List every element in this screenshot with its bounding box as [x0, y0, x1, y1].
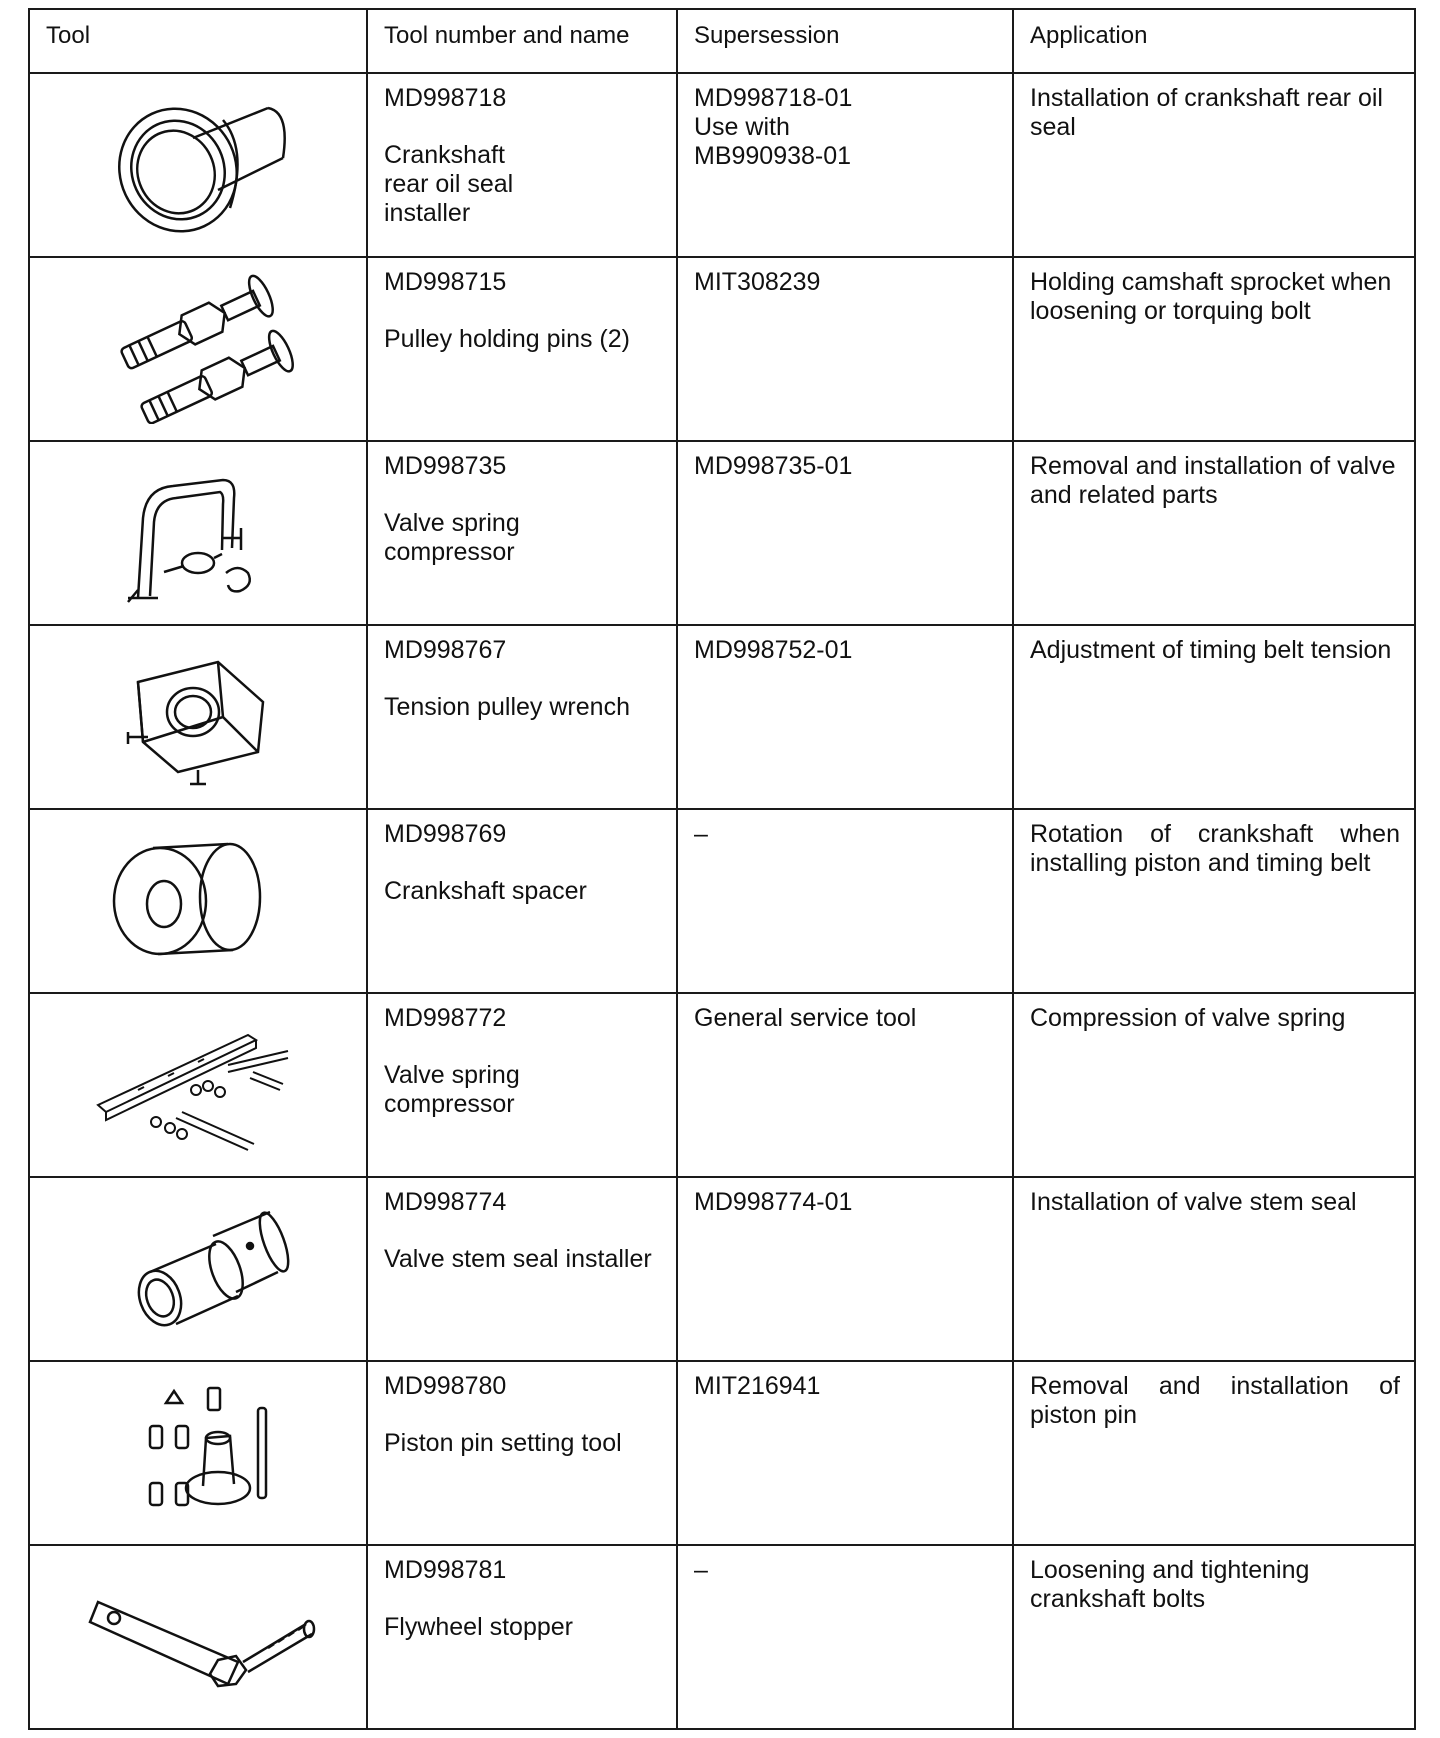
supersession-cell	[677, 1361, 1013, 1545]
tool-illustration-cell	[29, 625, 367, 809]
tool-illustration-cell	[29, 441, 367, 625]
application-text: Installation of valve stem seal	[1030, 1188, 1357, 1216]
supersession-cell	[677, 1545, 1013, 1729]
application-cell	[1013, 625, 1415, 809]
flywheel-stopper-icon	[78, 1562, 318, 1712]
pulley-holding-pins-icon	[98, 274, 298, 424]
tool-name: Piston pin setting tool	[384, 1429, 622, 1457]
crankshaft-spacer-icon	[98, 826, 298, 976]
tool-name: Tension pulley wrench	[384, 693, 630, 721]
application-cell	[1013, 809, 1415, 993]
table-row	[29, 1361, 1415, 1545]
tool-illustration-cell	[29, 993, 367, 1177]
tension-pulley-wrench-icon	[98, 642, 298, 792]
tool-number: MD998769	[384, 820, 507, 848]
application-cell	[1013, 1177, 1415, 1361]
tool-number: MD998735	[384, 452, 507, 480]
tool-number-name-cell	[367, 441, 677, 625]
application-text: Removal and installation of piston pin	[1030, 1372, 1400, 1429]
table-row	[29, 1545, 1415, 1729]
special-tools-table	[28, 8, 1416, 1730]
tool-name: Valve stem seal installer	[384, 1245, 652, 1273]
supersession-cell	[677, 1177, 1013, 1361]
header-number-name: Tool number and name	[367, 9, 677, 73]
supersession-cell	[677, 73, 1013, 257]
tool-number-name-cell	[367, 809, 677, 993]
valve-spring-compressor-icon	[98, 458, 298, 608]
valve-spring-compressor-set-icon	[78, 1010, 318, 1160]
application-cell	[1013, 257, 1415, 441]
application-text: Loosening and tightening crankshaft bolts	[1030, 1556, 1310, 1613]
tool-number: MD998715	[384, 268, 507, 296]
supersession-value: MD998735-01	[694, 452, 853, 480]
table-row	[29, 993, 1415, 1177]
supersession-cell	[677, 257, 1013, 441]
supersession-value: MIT308239	[694, 268, 821, 296]
supersession-value: –	[694, 1556, 708, 1584]
application-cell	[1013, 441, 1415, 625]
piston-pin-setting-tool-icon	[98, 1378, 298, 1528]
tool-name: Valve spring compressor	[384, 1061, 520, 1118]
application-text: Adjustment of timing belt tension	[1030, 636, 1392, 664]
application-cell	[1013, 73, 1415, 257]
tool-number: MD998774	[384, 1188, 507, 1216]
tool-number-name-cell	[367, 1545, 677, 1729]
tool-illustration-cell	[29, 257, 367, 441]
table-row	[29, 73, 1415, 257]
tool-number-name-cell	[367, 1361, 677, 1545]
tool-name: Crankshaft spacer	[384, 877, 587, 905]
tool-number-name-cell	[367, 993, 677, 1177]
supersession-value: MD998774-01	[694, 1188, 853, 1216]
tool-illustration-cell	[29, 73, 367, 257]
tool-number: MD998772	[384, 1004, 507, 1032]
tool-name: Crankshaft rear oil seal installer	[384, 141, 514, 227]
supersession-value: General service tool	[694, 1004, 917, 1032]
tool-number: MD998780	[384, 1372, 507, 1400]
tool-illustration-cell	[29, 809, 367, 993]
application-cell	[1013, 993, 1415, 1177]
application-cell	[1013, 1361, 1415, 1545]
table-row	[29, 441, 1415, 625]
tool-illustration-cell	[29, 1177, 367, 1361]
tool-number-name-cell	[367, 625, 677, 809]
table-row	[29, 257, 1415, 441]
oil-seal-installer-icon	[98, 90, 298, 240]
supersession-cell	[677, 809, 1013, 993]
supersession-value: –	[694, 820, 708, 848]
table-row	[29, 809, 1415, 993]
supersession-value: MD998752-01	[694, 636, 853, 664]
tool-name: Flywheel stopper	[384, 1613, 573, 1641]
valve-stem-seal-installer-icon	[98, 1194, 298, 1344]
application-text: Rotation of crankshaft when installing piston and timing belt	[1030, 820, 1400, 877]
application-text: Holding camshaft sprocket when loosening or torquing bolt	[1030, 268, 1392, 325]
application-cell	[1013, 1545, 1415, 1729]
table-header-row	[29, 9, 1415, 73]
tool-number-name-cell	[367, 257, 677, 441]
table-row	[29, 625, 1415, 809]
tool-illustration-cell	[29, 1361, 367, 1545]
supersession-cell	[677, 441, 1013, 625]
application-text: Compression of valve spring	[1030, 1004, 1346, 1032]
header-supersession: Supersession	[677, 9, 1013, 73]
tool-number-name-cell	[367, 1177, 677, 1361]
supersession-cell	[677, 993, 1013, 1177]
tool-name: Valve spring compressor	[384, 509, 520, 566]
header-tool: Tool	[29, 9, 367, 73]
supersession-cell	[677, 625, 1013, 809]
tool-number: MD998767	[384, 636, 507, 664]
tool-number: MD998781	[384, 1556, 507, 1584]
application-text: Removal and installation of valve and related parts	[1030, 452, 1396, 509]
table-row	[29, 1177, 1415, 1361]
tool-number: MD998718	[384, 84, 507, 112]
header-application: Application	[1013, 9, 1415, 73]
supersession-note: Use with MB990938-01	[694, 113, 852, 170]
tool-name: Pulley holding pins (2)	[384, 325, 630, 353]
supersession-value: MD998718-01	[694, 84, 853, 112]
tool-number-name-cell	[367, 73, 677, 257]
application-text: Installation of crankshaft rear oil seal	[1030, 84, 1383, 141]
tool-illustration-cell	[29, 1545, 367, 1729]
supersession-value: MIT216941	[694, 1372, 821, 1400]
